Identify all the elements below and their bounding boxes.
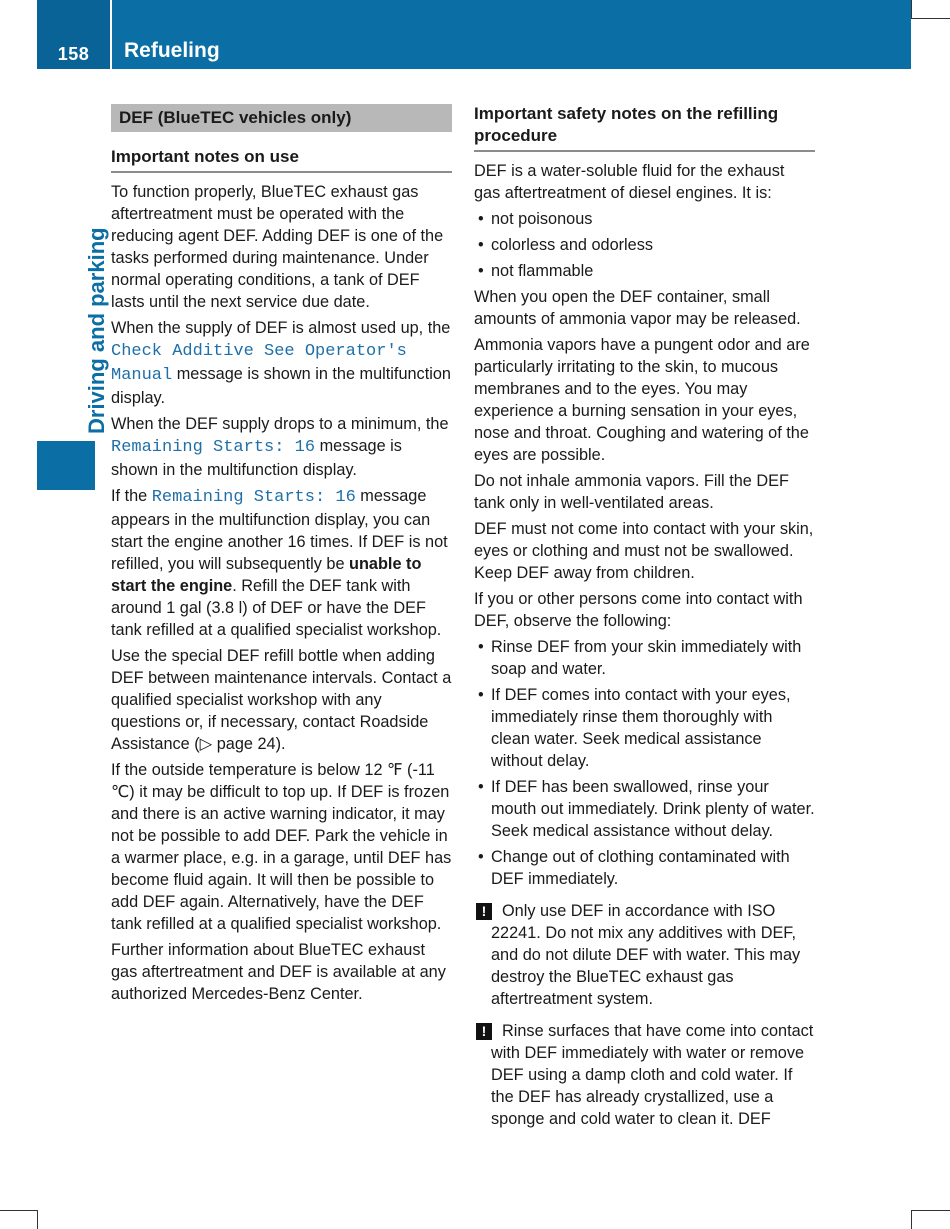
bold-emphasis: unable to start the engine <box>111 555 422 595</box>
warning-icon: ! <box>476 903 492 920</box>
display-message: Remaining Starts: 16 <box>151 488 356 507</box>
header-divider <box>110 0 112 69</box>
paragraph: If you or other persons come into contact with DEF, observe the following: <box>474 590 803 630</box>
warning-icon: ! <box>476 1023 492 1040</box>
paragraph: Do not inhale ammonia vapors. Fill the DEF tank only in well-ventilated areas. <box>474 472 789 512</box>
page-number-box <box>37 0 110 69</box>
display-message: Remaining Starts: 16 <box>111 438 316 457</box>
paragraph: Further information about BlueTEC exhaust gas aftertreatment and DEF is available at any authorized Mercedes-Benz Center. <box>111 941 446 1003</box>
list-item: • colorless and odorless <box>478 236 653 254</box>
paragraph: When the DEF supply drops to a minimum, the Remaining Starts: 16 message is shown in the multifunction display. <box>111 415 449 479</box>
list-item: • If DEF comes into contact with your eyes, immediately rinse them thoroughly with clean water. Seek medical assistance without delay. <box>478 686 791 770</box>
list-item: • Rinse DEF from your skin immediately with soap and water. <box>478 638 802 678</box>
right-column <box>474 103 815 1140</box>
crop-mark <box>911 1210 912 1229</box>
paragraph-roadside-assistance: Use the special DEF refill bottle when adding DEF between maintenance intervals. Contact a qualified specialist workshop with any questions or, if necessary, contact Roadside Assistance (▷ page 24). <box>111 647 452 753</box>
warning-note: ! Rinse surfaces that have come into contact with DEF immediately with water or remove DEF using a damp cloth and cold water. If the DEF has already crystallized, use a sponge and cold water to clean it. DEF <box>474 1020 815 1130</box>
side-tab-label: Driving and parking <box>84 227 109 434</box>
crop-mark <box>0 1210 37 1211</box>
display-message: Check Additive See Operator's Manual <box>111 342 407 385</box>
side-tab-marker <box>37 441 95 490</box>
chapter-title: Refueling <box>124 39 220 62</box>
crop-mark <box>911 1210 950 1211</box>
crop-mark <box>911 0 912 18</box>
page-number: 158 <box>57 44 90 64</box>
left-column <box>111 104 452 1009</box>
paragraph: If the Remaining Starts: 16 message appears in the multifunction display, you can start the engine another 16 times. If DEF is not refilled, you will subsequently be unable to start the engine. Refill the DEF tank with around 1 gal (3.8 l) of DEF or have the DEF tank refilled at a qualified specialist workshop. <box>111 487 448 639</box>
list-item: • If DEF has been swallowed, rinse your mouth out immediately. Drink plenty of water. Seek medical assistance without delay. <box>478 778 815 840</box>
paragraph: If the outside temperature is below 12 ℉ (-11 ℃) it may be difficult to top up. If DEF is frozen and there is an active warning indicator, it may not be possible to add DEF. Park the vehicle in a warmer place, e.g. in a garage, until DEF has become fluid again. It will then be possible to add DEF again. Alternatively, have the DEF tank refilled at a qualified specialist workshop. <box>111 761 452 933</box>
paragraph: DEF is a water-soluble fluid for the exhaust gas aftertreatment of diesel engines. It is: <box>474 162 785 202</box>
subheading-safety-notes: Important safety notes on the refilling procedure <box>474 103 815 152</box>
paragraph: DEF must not come into contact with your skin, eyes or clothing and must not be swallowed. Keep DEF away from children. <box>474 520 814 582</box>
list-item: • Change out of clothing contaminated with DEF immediately. <box>478 848 790 888</box>
paragraph: To function properly, BlueTEC exhaust gas aftertreatment must be operated with the reducing agent DEF. Adding DEF is one of the tasks performed during maintenance. Under normal operating conditions, a tank of DEF lasts until the next service due date. <box>111 183 444 311</box>
warning-note: ! Only use DEF in accordance with ISO 22241. Do not mix any additives with DEF, and do not dilute DEF with water. This may destroy the BlueTEC exhaust gas aftertreatment system. <box>474 900 815 1010</box>
first-aid-list <box>474 636 815 890</box>
section-title: DEF (BlueTEC vehicles only) <box>111 104 452 132</box>
paragraph: Ammonia vapors have a pungent odor and are particularly irritating to the skin, to mucous membranes and to the eyes. You may experience a burning sensation in your eyes, nose and throat. Coughing and watering of the eyes are possible. <box>474 336 810 464</box>
list-item: • not poisonous <box>478 210 593 228</box>
crop-mark <box>37 1210 38 1229</box>
crop-mark <box>911 18 950 19</box>
list-item: • not flammable <box>478 262 594 280</box>
paragraph: When you open the DEF container, small amounts of ammonia vapor may be released. <box>474 288 801 328</box>
subheading-notes-on-use: Important notes on use <box>111 146 452 173</box>
property-list <box>474 208 815 282</box>
paragraph: When the supply of DEF is almost used up, the Check Additive See Operator's Manual message is shown in the multifunction display. <box>111 319 451 407</box>
